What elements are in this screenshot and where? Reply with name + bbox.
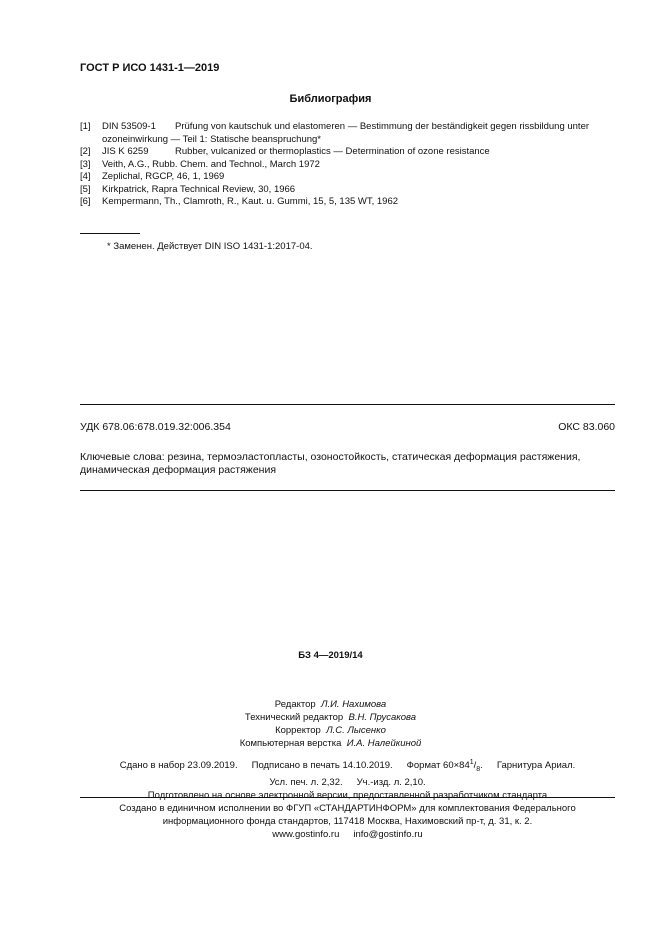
layout-row: Компьютерная верстка И.А. Налейкиной xyxy=(239,738,422,749)
bibliography-list xyxy=(80,121,620,209)
publisher-info: Создано в единичном исполнении во ФГУП «СТАНДАРТИНФОРМ» для комплектования Федерального информационного фонда стандартов, 117418 Москва, Нахимовский пр-т, д. 31, к. 2. www.gostinfo.ru info@gostinfo.ru xyxy=(119,803,576,840)
udc-code: УДК 678.06:678.019.32:006.354 xyxy=(80,421,231,433)
list-item xyxy=(80,184,620,197)
typeface: Гарнитура Ариал. xyxy=(496,760,576,772)
prepared-note: Подготовлено на основе электронной версии, предоставленной разработчиком стандарта xyxy=(147,790,548,802)
email-link[interactable]: info@gostinfo.ru xyxy=(353,829,423,840)
ref-text: Kirkpatrick, Rapra Technical Review, 30, 1966 xyxy=(102,183,296,195)
divider-bottom xyxy=(80,490,615,491)
list-item xyxy=(80,196,620,209)
signed-date: Подписано в печать 14.10.2019. xyxy=(251,760,393,772)
divider-top xyxy=(80,404,615,405)
ref-text: Zeplichal, RGCP, 46, 1, 1969 xyxy=(102,171,225,182)
ref-number: [3] xyxy=(80,158,91,170)
ref-number: [2] xyxy=(80,146,91,157)
ref-description: Prüfung von kautschuk und elastomeren — Bestimmung der beständigkeit gegen rissbildung unter ozoneinwirkung — Teil 1: Statische beanspruchung* xyxy=(102,121,590,145)
list-item xyxy=(80,146,620,159)
bz-number: БЗ 4—2019/14 xyxy=(298,650,363,661)
staff-credits xyxy=(0,698,661,750)
bibliography-title: Библиография xyxy=(289,93,372,105)
list-item xyxy=(80,171,620,184)
corrector-row: Корректор Л.С. Лысенко xyxy=(275,725,386,736)
list-item xyxy=(80,159,620,172)
paper-format: Формат $60\times 84^1/_8$. xyxy=(406,759,483,774)
ref-number: [4] xyxy=(80,171,91,182)
ref-number: [1] xyxy=(80,121,91,132)
ref-description: Rubber, vulcanized or thermoplastics — Determination of ozone resistance xyxy=(175,146,490,157)
ref-text: Kempermann, Th., Clamroth, R., Kaut. u. Gummi, 15, 5, 135 WT, 1962 xyxy=(102,196,399,207)
ref-code: DIN 53509-1 xyxy=(102,121,156,132)
editor-row: Редактор Л.И. Нахимова xyxy=(274,699,387,710)
ref-number: [6] xyxy=(80,196,91,207)
website-link[interactable]: www.gostinfo.ru xyxy=(272,829,340,840)
typeset-date: Сдано в набор 23.09.2019. xyxy=(119,760,238,772)
publication-info xyxy=(80,756,615,802)
tech-editor-row: Технический редактор В.Н. Прусакова xyxy=(244,712,417,723)
oks-code: ОКС 83.060 xyxy=(558,421,615,433)
ref-number: [5] xyxy=(80,183,91,195)
publishing-sheets: Уч.-изд. л. 2,10. xyxy=(356,777,426,789)
ref-code: JIS K 6259 xyxy=(102,146,149,157)
divider-imprint xyxy=(80,797,615,798)
print-sheets: Усл. печ. л. 2,32. xyxy=(269,777,343,789)
footnote: * Заменен. Действует DIN ISO 1431-1:2017-04. xyxy=(107,241,313,252)
standard-designation: ГОСТ Р ИСО 1431-1—2019 xyxy=(80,62,220,74)
ref-text: Veith, A.G., Rubb. Chem. and Technol., March 1972 xyxy=(102,158,320,170)
keywords: Ключевые слова: резина, термоэластопласты, озоностойкость, статическая деформация растяжения, динамическая деформация растяжения xyxy=(80,451,581,476)
list-item xyxy=(80,121,620,146)
footnote-divider xyxy=(80,233,140,234)
